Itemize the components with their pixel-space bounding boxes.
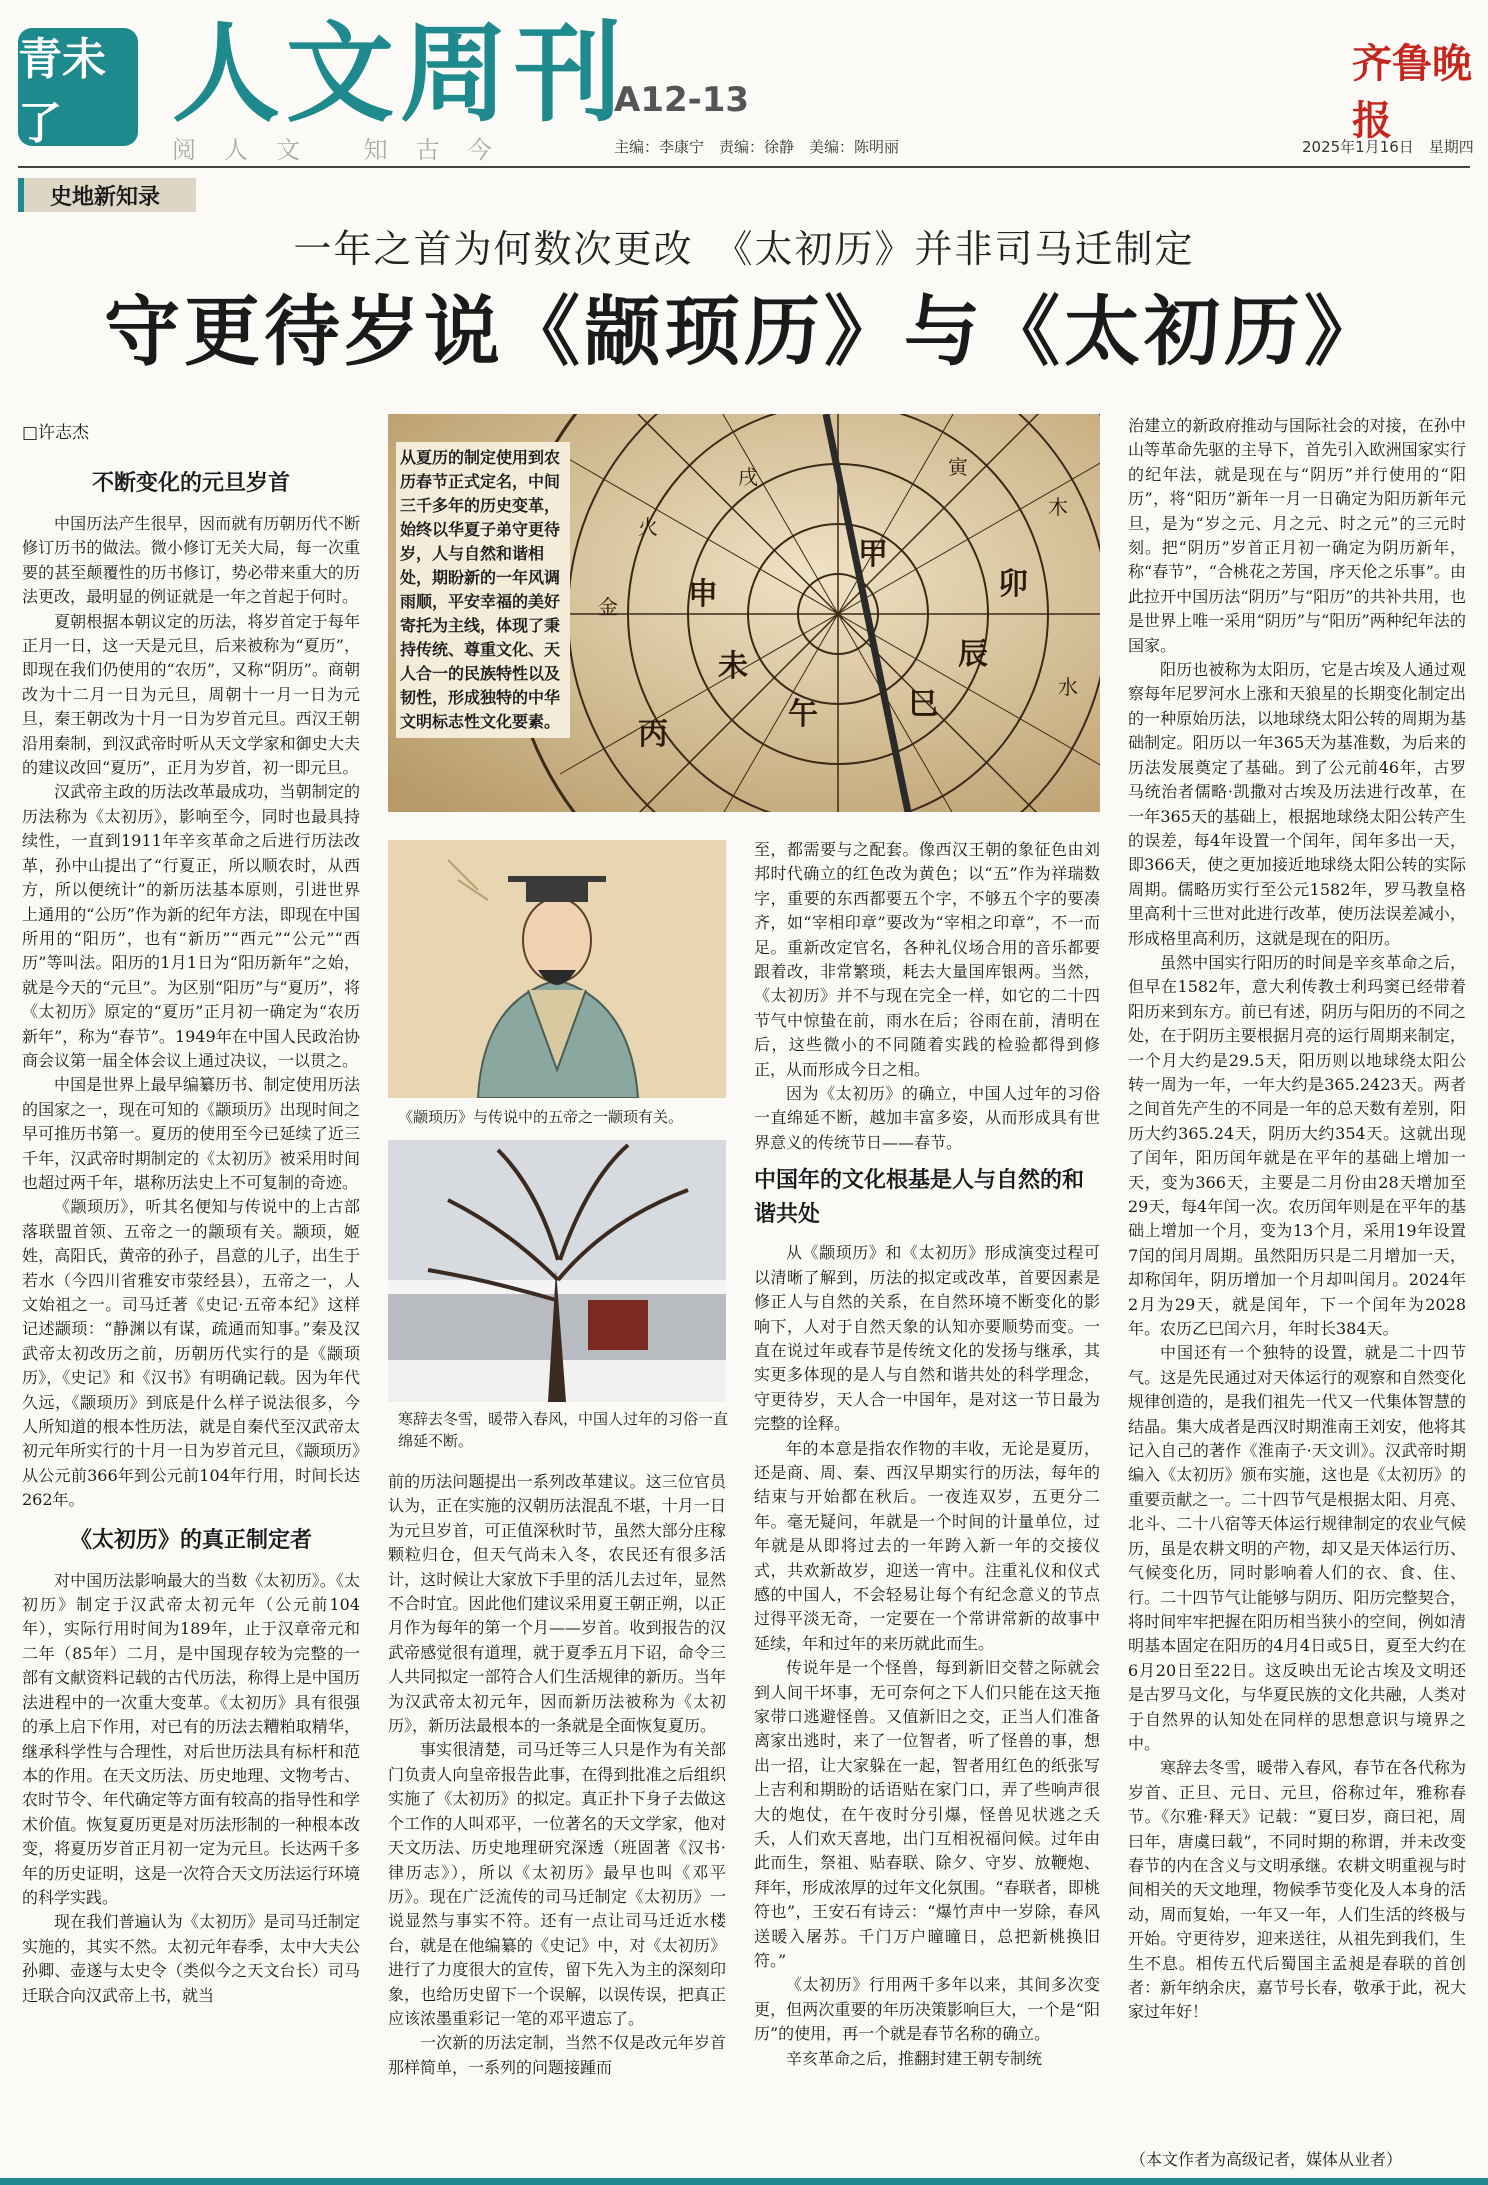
paragraph: 传说年是一个怪兽，每到新旧交替之际就会到人间干坏事，无可奈何之下人们只能在这天拖家带口逃避怪兽。又值新旧之交，正当人们准备离家出逃时，来了一位智者，听了怪兽的事，想出一招，让大家躲在一起，智者用红色的纸张写上吉利和期盼的话语贴在家门口，弄了些响声很大的炮仗，在午夜时分引爆，怪兽见状逃之夭夭，人们欢天喜地，出门互相祝福问候。过年由此而生，祭祖、贴春联、除夕、守岁、放鞭炮、拜年，形成浓厚的过年文化氛围。“春联者，即桃符也”，王安石有诗云：“爆竹声中一岁除，春风送暖入屠苏。千门万户曈曈日，总把新桃换旧符。” <box>754 1658 1100 1971</box>
section-tag-label: 史地新知录 <box>50 183 161 210</box>
column-4 <box>1128 414 1466 2142</box>
newspaper-brand: 齐鲁晚报 <box>1352 40 1472 144</box>
paragraph: 因为《太初历》的确立，中国人过年的习俗一直绵延不断，越加丰富多姿，从而形成具有世界意义的传统节日——春节。 <box>754 1084 1100 1152</box>
svg-text:卯: 卯 <box>998 567 1028 602</box>
section-tag <box>18 178 196 212</box>
paragraph: 从《颛顼历》和《太初历》形成演变过程可以清晰了解到，历法的拟定或改革，首要因素是修正人与自然的关系，在自然环境不断变化的影响下，人对于自然天象的认知亦要顺势而变。一直在说过年或春节是传统文化的发扬与继承，其实更多体现的是人与自然和谐共处的科学理念，守更待岁，天人合一中国年，是对这一节日最为完整的诠释。 <box>754 1243 1100 1434</box>
paragraph: 辛亥革命之后，推翻封建王朝专制统 <box>786 2048 1043 2068</box>
svg-text:甲: 甲 <box>858 537 888 572</box>
issue-date: 2025年1月16日 星期四 <box>1302 138 1474 156</box>
paragraph: 阳历也被称为太阳历，它是古埃及人通过观察每年尼罗河水上涨和天狼星的长期变化制定出的一种原始历法，以地球绕太阳公转的周期为基础制定。阳历以一年365天为基准数，为后来的历法发展奠定了基础。到了公元前46年，古罗马统治者儒略·凯撒对古埃及历法进行改革，在一年365天的基础上，根据地球绕太阳公转产生的误差，每4年设置一个闰年，闰年多出一天，即366天，使之更加接近地球绕太阳公转的实际周期。儒略历实行至公元1582年，罗马教皇格里高利十三世对此进行改革，使历法误差减小，形成格里高利历，这就是现在的阳历。 <box>1128 660 1466 948</box>
paragraph: 治建立的新政府推动与国际社会的对接，在孙中山等革命先驱的主导下，首先引入欧洲国家实行的纪年法，就是现在与“阴历”并行使用的“阳历”，将“阳历”新年一月一日确定为阳历新年元旦，是为“岁之元、月之元、时之元”的三元时刻。把“阴历”岁首正月初一确定为阴历新年，称“春节”，“合桃花之芳国，序天伦之乐事”。由此拉开中国历法“阴历”与“阳历”的共补共用，也是世界上唯一采用“阴历”与“阳历”两种纪年法的国家。 <box>1128 416 1466 655</box>
col1-heading-2: 《太初历》的真正制定者 <box>69 1526 312 1553</box>
page-number: A12-13 <box>614 80 750 120</box>
svg-text:丙: 丙 <box>638 717 668 752</box>
svg-text:午: 午 <box>788 697 818 732</box>
masthead <box>0 0 1488 170</box>
paragraph: 一次新的历法定制，当然不仅是改元年岁首那样简单，一系列的问题接踵而 <box>388 2033 726 2077</box>
slogan: 阅人文 知古今 <box>172 136 520 164</box>
svg-text:水: 水 <box>1058 675 1078 699</box>
author-note: （本文作者为高级记者，媒体从业者） <box>1130 2150 1403 2169</box>
paragraph: 前的历法问题提出一系列改革建议。这三位官员认为，正在实施的汉朝历法混乱不堪，十月一日为元旦岁首，可正值深秋时节，虽然大部分庄稼颗粒归仓，但天气尚未入冬，农民还有很多活计，这时候让大家放下手里的活儿去过年，显然不合时宜。因此他们建议采用夏王朝正朔，以正月作为每年的第一个月——岁首。收到报告的汉武帝感觉很有道理，就于夏季五月下诏，命令三人共同拟定一部符合人们生活规律的新历。当年为汉武帝太初元年，因而新历法被称为《太初历》，新历法最根本的一条就是全面恢复夏历。 <box>388 1472 726 1736</box>
snow-tree-image <box>388 1140 726 1402</box>
column-3 <box>754 838 1100 2162</box>
paragraph: 中国是世界上最早编纂历书、制定使用历法的国家之一，现在可知的《颛顼历》出现时间之早可推历书第一。夏历的使用至今已延续了近三千年，汉武帝时期制定的《太初历》被采用时间也超过两千年，堪称历法史上不可复制的奇迹。 <box>22 1075 360 1192</box>
masthead-rule <box>18 166 1470 168</box>
paragraph: 虽然中国实行阳历的时间是辛亥革命之后，但早在1582年，意大利传教士利玛窦已经带着阳历来到东方。前已有述，阴历与阳历的不同之处，在于阴历主要根据月亮的运行周期来制定，一个月大约是29.5天，阳历则以地球绕太阳公转一周为一年，一年大约是365.2423天。两者之间首先产生的不同是一年的总天数有差别，阳历大约365.24天，阴历大约354天。这就出现了闰年，阳历闰年就是在平年的基础上增加一天，变为366天，主要是二月份由28天增加至29天，每4年闰一次。农历闰年则是在平年的基础上增加一个月，变为13个月，采用19年设置7闰的闰月周期。虽然阳历只是二月增加一天，却称闰年，阴历增加一个月却叫闰月。2024年2月为29天，就是闰年，下一个闰年为2028年。农历乙巳闰六月，年时长384天。 <box>1128 952 1466 1339</box>
paragraph: 至，都需要与之配套。像西汉王朝的象征色由刘邦时代确立的红色改为黄色；以“五”作为祥瑞数字，重要的东西都要五个字，不够五个字的要凑齐，如“宰相印章”要改为“宰相之印章”，不一而足。重新改定官名，各种礼仪场合用的音乐都要跟着改，非常繁琐，耗去大量国库银两。当然，《太初历》并不与现在完全一样，如它的二十四节气中惊蛰在前，雨水在后；谷雨在前，清明在后，这些微小的不同随着实践的检验都得到修正，从而形成今日之相。 <box>754 840 1100 1079</box>
logo: 青未了 <box>18 28 138 146</box>
svg-text:木: 木 <box>1048 495 1068 519</box>
zhuanxu-portrait-image <box>388 840 726 1098</box>
author-byline: □许志杰 <box>22 423 90 443</box>
svg-text:辰: 辰 <box>958 637 988 672</box>
svg-text:戌: 戌 <box>738 465 758 489</box>
paragraph: 对中国历法影响最大的当数《太初历》。《太初历》制定于汉武帝太初元年（公元前104年），实际行用时间为189年，止于汉章帝元和二年（85年）二月，是中国现存较为完整的一部有文献资料记载的古代历法，称得上是中国历法进程中的一次重大变革。《太初历》具有很强的承上启下作用，对已有的历法去糟粕取精华，继承科学性与合理性，对后世历法具有标杆和范本的作用。在天文历法、历史地理、文物考古、农时节令、年代确定等方面有较高的指导性和学术价值。恢复夏历更是对历法形制的一种根本改变，将夏历岁首正月初一定为元旦。长达两千多年的历史证明，这是一次符合天文历法运行环境的科学实践。 <box>22 1570 360 1907</box>
svg-text:寅: 寅 <box>948 455 968 479</box>
paragraph: 年的本意是指农作物的丰收，无论是夏历，还是商、周、秦、西汉早期实行的历法，每年的结束与开始都在秋后。一夜连双岁，五更分二年。毫无疑问，年就是一个时间的计量单位，过年就是从即将过去的一年跨入新一年的交接仪式，共欢新故岁，迎送一宵中。注重礼仪和仪式感的中国人，不会轻易让每个有纪念意义的节点过得平淡无奇，一定要在一个常讲常新的故事中延续，年和过年的来历就此而生。 <box>754 1438 1100 1653</box>
paragraph: 汉武帝主政的历法改革最成功，当朝制定的历法称为《太初历》，影响至今，同时也最具持续性，一直到1911年辛亥革命之后进行历法改革，孙中山提出了“行夏正，所以顺农时，从西方，所以便统计”的新历法基本原则，引进世界上通用的“公历”作为新的纪年方法，即现在中国所用的“阳历”，也有“新历”“西元”“公元”“西历”等叫法。阳历的1月1日为“阳历新年”之始，就是今天的“元旦”。为区别“阳历”与“夏历”，将《太初历》原定的“夏历”正月初一确定为“农历新年”，称为“春节”。1949年在中国人民政治协商会议第一届全体会议上通过决议，一以贯之。 <box>22 782 360 1070</box>
column-1 <box>22 456 360 2161</box>
headline: 守更待岁说《颛顼历》与《太初历》 <box>104 287 1384 376</box>
paragraph: 夏朝根据本朝议定的历法，将岁首定于每年正月一日，这一天是元旦，后来被称为“夏历”，即现在我们仍使用的“农历”，又称“阴历”。商朝改为十二月一日为元旦，周朝十一月一日为元旦，秦王朝改为十月一日为岁首元旦。西汉王朝沿用秦制，到汉武帝时听从天文学家和御史大夫的建议改回“夏历”，正月为岁首，初一即元旦。 <box>22 611 360 778</box>
paragraph: 《颛顼历》，听其名便知与传说中的上古部落联盟首领、五帝之一的颛顼有关。颛顼，姬姓，高阳氏，黄帝的孙子，昌意的儿子，出生于若水（今四川省雅安市荥经县），五帝之一，人文始祖之一。司马迁著《史记·五帝本纪》这样记述颛顼：“静渊以有谋，疏通而知事。”秦及汉武帝太初改历之前，历朝历代实行的是《颛顼历》，《史记》和《汉书》有明确记载。因为年代久远，《颛顼历》到底是什么样子说法很多，今人所知道的根本性历法，就是自秦代至汉武帝太初元年所实行的十月一日为岁首元旦，《颛顼历》从公元前366年到公元前104年行用，时间长达262年。 <box>22 1197 360 1510</box>
svg-text:申: 申 <box>688 577 718 612</box>
zhuanxu-caption: 《颛顼历》与传说中的五帝之一颛顼有关。 <box>398 1108 684 1126</box>
svg-text:金: 金 <box>598 595 618 619</box>
footer-bar <box>0 2178 1488 2185</box>
svg-text:巳: 巳 <box>908 687 938 722</box>
paragraph: 寒辞去冬雪，暖带入春风，春节在各代称为岁首、正旦、元日、元旦，俗称过年，雅称春节。《尔雅·释天》记载：“夏曰岁，商曰祀，周曰年，唐虞曰载”，不同时期的称谓，并未改变春节的内在含义与文明承继。农耕文明重视与时间相关的天文地理，物候季节变化及人本身的活动，周而复始，一年又一年，人们生活的终极与开始。守更待岁，迎来送往，从祖先到我们，生生不息。相传五代后蜀国主孟昶是春联的首创者：新年纳余庆，嘉节号长春，敬承于此，祝大家过年好！ <box>1128 1758 1466 2022</box>
paragraph: 《太初历》行用两千多年以来，其间多次变更，但两次重要的年历决策影响巨大，一个是“阳历”的使用，再一个就是春节名称的确立。 <box>754 1975 1100 2044</box>
column-2 <box>388 1470 726 2162</box>
col1-heading: 不断变化的元旦岁首 <box>91 470 290 496</box>
editors-line: 主编：李康宁 责编：徐静 美编：陈明丽 <box>614 138 900 156</box>
section-tag-bar <box>18 178 24 212</box>
paragraph: 事实很清楚，司马迁等三人只是作为有关部门负责人向皇帝报告此事，在得到批准之后组织实施了《太初历》的拟定。真正扑下身子去做这个工作的人叫邓平，一位著名的天文学家，他对天文历法、历史地理研究深透（班固著《汉书·律历志》），所以《太初历》最早也叫《邓平历》。现在广泛流传的司马迁制定《太初历》一说显然与事实不符。还有一点让司马迁近水楼台，就是在他编纂的《史记》中，对《太初历》进行了力度很大的宣传，留下先入为主的深刻印象，也给历史留下一个误解，以误传误，把真正应该浓墨重彩记一笔的邓平遗忘了。 <box>388 1740 726 2028</box>
paragraph: 中国还有一个独特的设置，就是二十四节气。这是先民通过对天体运行的观察和自然变化规律创造的，是我们祖先一代又一代集体智慧的结晶。集大成者是西汉时期淮南王刘安，他将其记入自己的著作《淮南子·天文训》。汉武帝时期编入《太初历》颁布实施，这也是《太初历》的重要贡献之一。二十四节气是根据太阳、月亮、北斗、二十八宿等天体运行规律制定的农业气候历，虽是农耕文明的产物，却又是天体运行历、气候变化历，同时影响着人们的衣、食、住、行。二十四节气让能够与阴历、阳历完整契合，将时间牢牢把握在阳历相当狭小的空间，例如清明基本固定在阳历的4月4日或5日，夏至大约在6月20日至22日。这反映出无论古埃及文明还是古罗马文化，与华夏民族的文化共融，人类对于自然界的认知处在同样的思想意识与境界之中。 <box>1128 1343 1466 1753</box>
col3-heading: 中国年的文化根基是人与自然的和谐共处 <box>754 1167 1085 1228</box>
paragraph: 现在我们普遍认为《太初历》是司马迁制定实施的，其实不然。太初元年春季，太中大夫公孙卿、壶遂与太史令（类似今之天文台长）司马迁联合向汉武帝上书，就当 <box>22 1912 360 2005</box>
snow-caption: 寒辞去冬雪，暖带入春风，中国人过年的习俗一直绵延不断。 <box>398 1410 729 1450</box>
paragraph: 中国历法产生很早，因而就有历朝历代不断修订历书的做法。微小修订无关大局，每一次重要的甚至颠覆性的历书修订，势必带来重大的历法更改，最明显的例证就是一年之首起于何时。 <box>22 514 360 607</box>
subheadline: 一年之首为何数次更改 《太初历》并非司马迁制定 <box>293 227 1195 271</box>
pull-quote: 从夏历的制定使用到农历春节正式定名，中间三千多年的历史变革，始终以华夏子弟守更待岁，人与自然和谐相处，期盼新的一年风调雨顺，平安幸福的美好寄托为主线，体现了秉持传统、尊重文化、天人合一的民族特性以及韧性，形成独特的中华文明标志性文化要素。 <box>396 442 570 738</box>
section-title: 人文周刊 <box>172 11 629 137</box>
svg-text:火: 火 <box>638 515 658 539</box>
svg-text:未: 未 <box>718 649 748 684</box>
